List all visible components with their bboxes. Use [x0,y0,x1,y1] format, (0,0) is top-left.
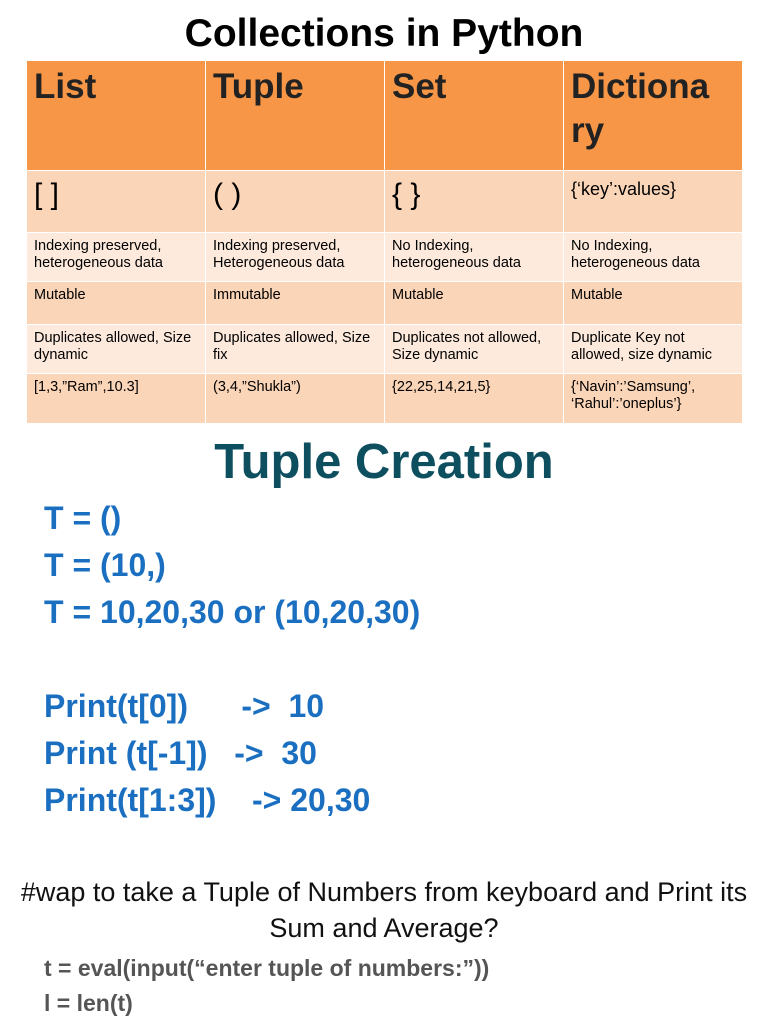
creation-line-multiple: T = 10,20,30 or (10,20,30) [44,594,421,630]
symbol-dictionary: {‘key’:values} [571,179,677,199]
table-cell: {22,25,14,21,5} [385,374,564,424]
symbol-tuple: ( ) [213,178,242,211]
symbol-cell-set [385,171,564,233]
header-cell-dictionary [564,61,743,171]
exercise-question: #wap to take a Tuple of Numbers from keyboard and Print its Sum and Average? [20,877,748,943]
table-cell: Indexing preserved, Heterogeneous data [206,233,385,282]
table-row-mutability [27,282,743,325]
creation-line-empty: T = () [44,500,122,536]
header-cell-tuple: Tuple [206,61,385,171]
table-cell: Mutable [385,282,564,325]
symbol-set: { } [392,178,421,211]
table-header-row [27,61,743,171]
header-cell-set: Set [385,61,564,171]
snippet-line-len: l = len(t) [44,990,133,1016]
header-dictionary-part2: ry [571,111,605,150]
symbol-cell-dictionary [564,171,743,233]
table-row-indexing [27,233,743,282]
table-cell: Duplicates allowed, Size dynamic [27,325,206,374]
symbol-cell-tuple [206,171,385,233]
table-cell: Mutable [27,282,206,325]
table-row-examples [27,374,743,424]
table-cell: Indexing preserved, heterogeneous data [27,233,206,282]
table-cell: Duplicates not allowed, Size dynamic [385,325,564,374]
header-dictionary-part1: Dictiona [571,67,710,106]
table-cell: Immutable [206,282,385,325]
table-cell: [1,3,”Ram”,10.3] [27,374,206,424]
snippet-line-input: t = eval(input(“enter tuple of numbers:”)) [44,955,490,981]
table-row-symbols [27,171,743,233]
table-cell: {‘Navin’:’Samsung’, ‘Rahul’:’oneplus’} [564,374,743,424]
print-line-last: Print (t[-1]) -> 30 [44,735,317,771]
creation-line-single: T = (10,) [44,547,166,583]
table-cell: (3,4,”Shukla”) [206,374,385,424]
page-title: Collections in Python [184,12,584,55]
section-title: Tuple Creation [214,435,554,489]
table-row-duplicates [27,325,743,374]
table-cell: No Indexing, heterogeneous data [385,233,564,282]
collections-table [26,60,743,424]
table-cell: Mutable [564,282,743,325]
table-cell: No Indexing, heterogeneous data [564,233,743,282]
table-cell: Duplicate Key not allowed, size dynamic [564,325,743,374]
table-cell: Duplicates allowed, Size fix [206,325,385,374]
symbol-cell-list [27,171,206,233]
print-line-first: Print(t[0]) -> 10 [44,688,325,724]
header-cell-list: List [27,61,206,171]
print-line-slice: Print(t[1:3]) -> 20,30 [44,782,371,818]
symbol-list: [ ] [34,178,60,211]
